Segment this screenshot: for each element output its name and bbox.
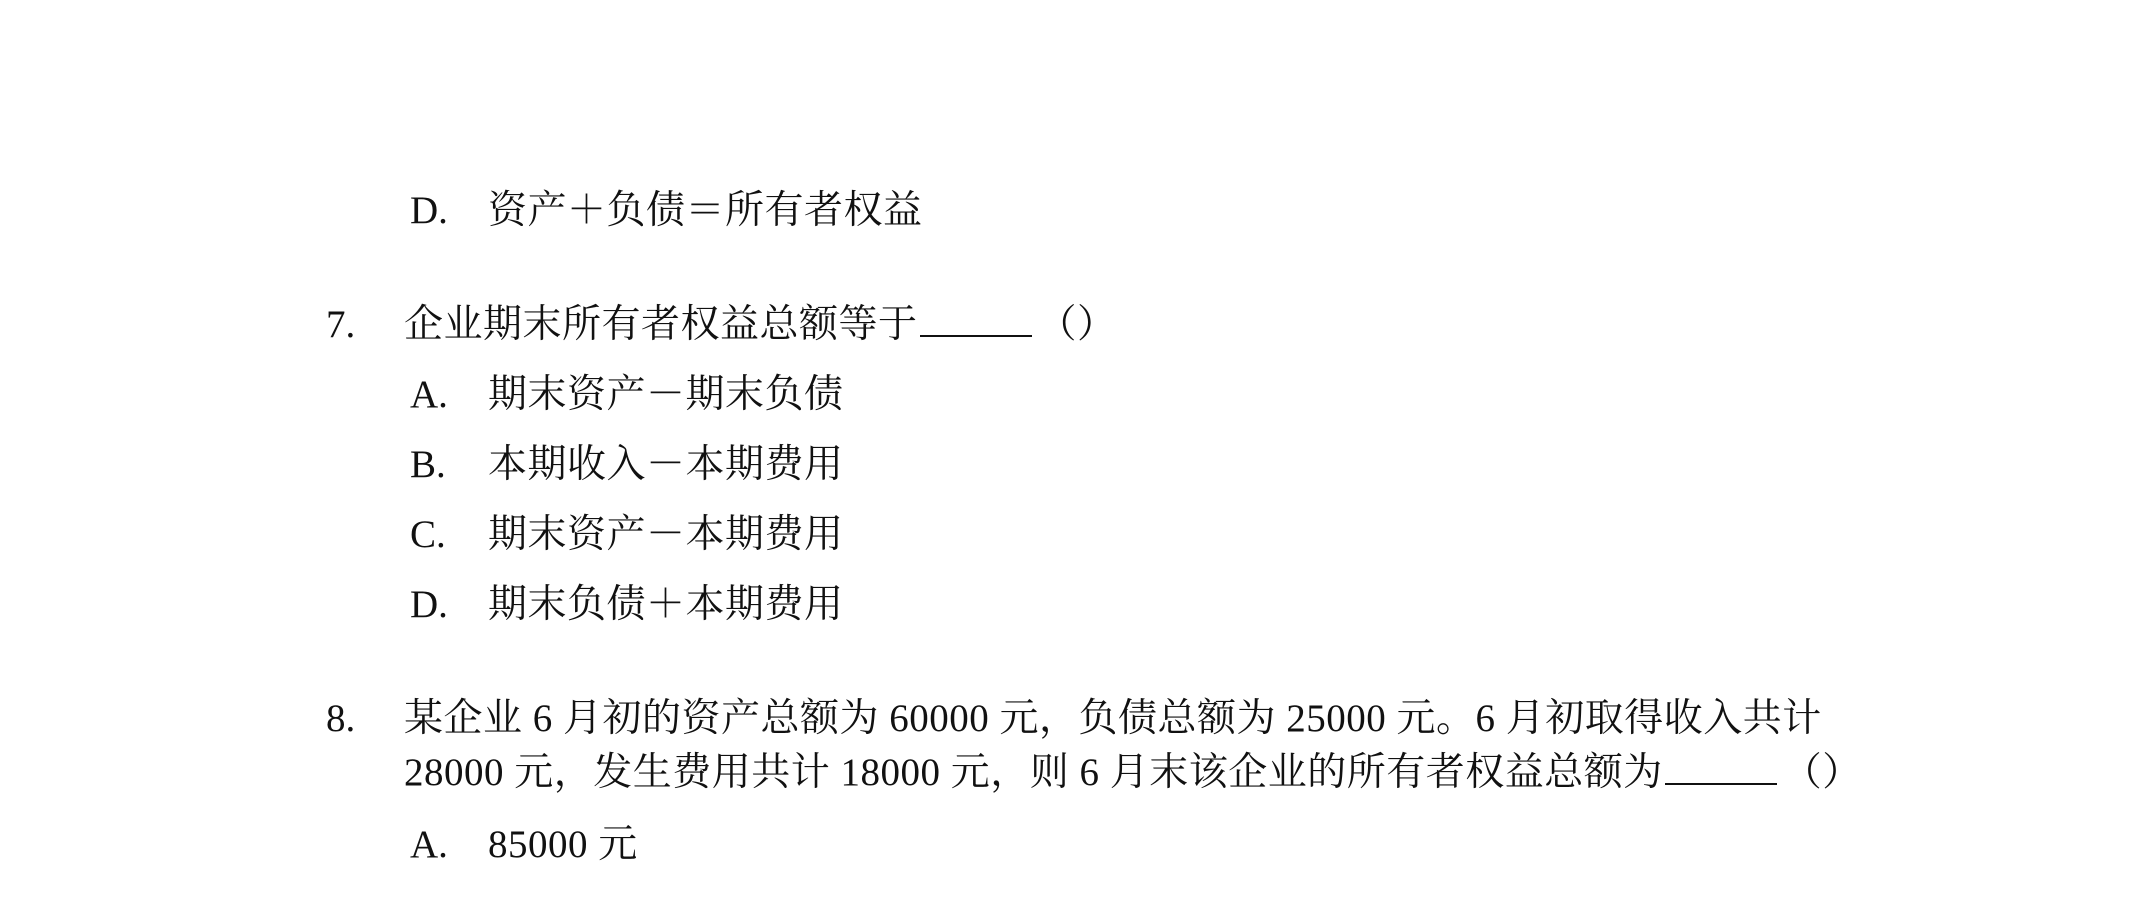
option-text: 85000 元 xyxy=(488,823,638,866)
question-stem xyxy=(404,302,1117,348)
option-letter: D. xyxy=(410,583,448,626)
option-letter: D. xyxy=(410,189,448,232)
option-text: 本期收入－本期费用 xyxy=(488,443,844,486)
question-stem-line2 xyxy=(404,750,1862,796)
answer-blank xyxy=(1665,753,1777,785)
option-text: 资产＋负债＝所有者权益 xyxy=(488,189,923,232)
answer-blank xyxy=(920,305,1032,337)
option-text: 期末资产－期末负债 xyxy=(488,373,844,416)
question-number: 7. xyxy=(326,303,356,346)
option-letter: A. xyxy=(410,823,448,866)
option-text: 期末资产－本期费用 xyxy=(488,513,844,556)
question-stem-line1: 某企业 6 月初的资产总额为 60000 元，负债总额为 25000 元。6 月初取得收入共计 xyxy=(404,697,1822,740)
question-number: 8. xyxy=(326,697,356,740)
question-stem-text: 企业期末所有者权益总额等于 xyxy=(404,303,918,346)
option-text: 期末负债＋本期费用 xyxy=(488,583,844,626)
question-stem-text: 28000 元，发生费用共计 18000 元，则 6 月末该企业的所有者权益总额为 xyxy=(404,751,1663,794)
question-paren: （） xyxy=(1782,751,1862,794)
option-letter: A. xyxy=(410,373,448,416)
option-letter: C. xyxy=(410,513,446,556)
option-letter: B. xyxy=(410,443,446,486)
question-paren: （） xyxy=(1037,303,1117,346)
